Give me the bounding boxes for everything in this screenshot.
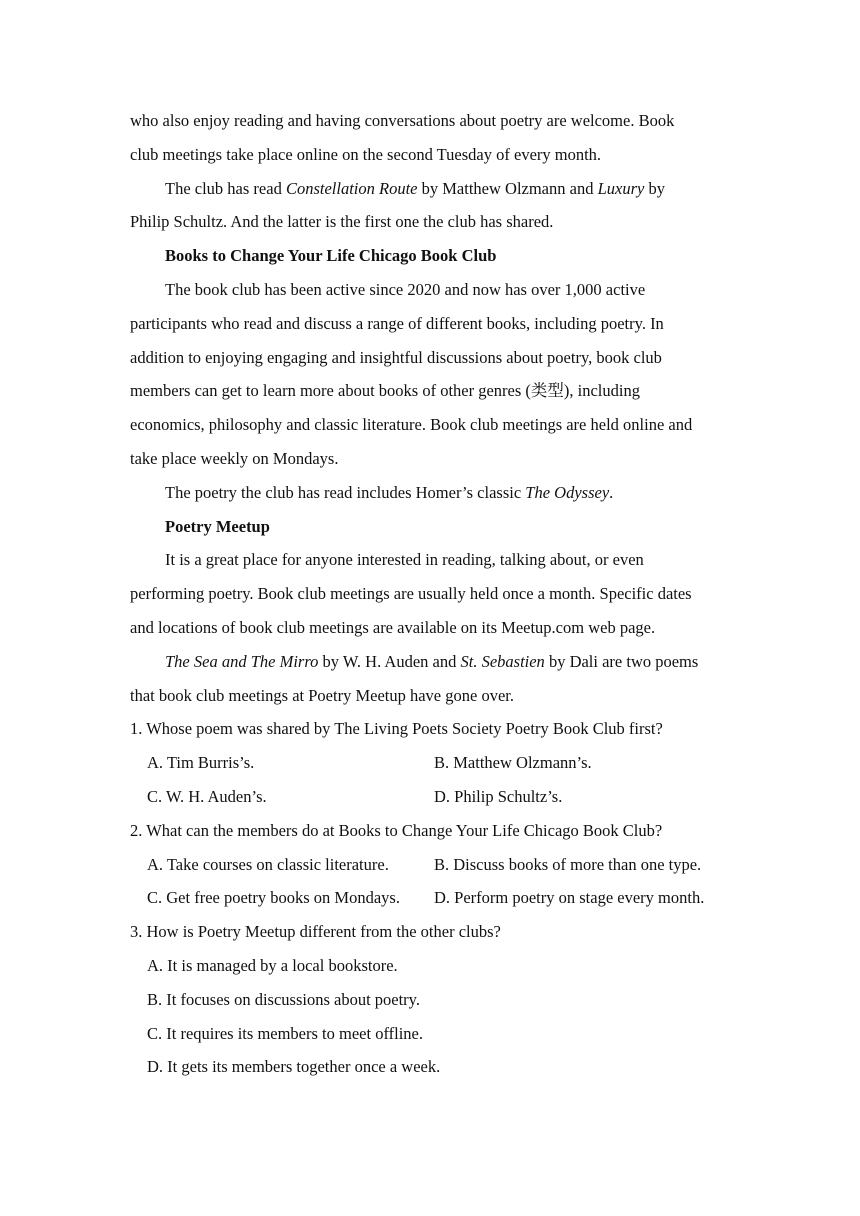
question-3-option-b[interactable]: B. It focuses on discussions about poetry. <box>147 989 420 1009</box>
poetry-meetup-line-1: It is a great place for anyone interested in reading, talking about, or even <box>165 550 644 570</box>
question-2-option-c[interactable]: C. Get free poetry books on Mondays. <box>147 888 400 908</box>
question-1-stem: 1. Whose poem was shared by The Living Poets Society Poetry Book Club first? <box>130 719 663 739</box>
question-1-options-row-2 <box>130 780 740 814</box>
book-title-luxury: Luxury <box>597 178 645 198</box>
question-2-option-a[interactable]: A. Take courses on classic literature. <box>147 854 389 874</box>
poetry-meetup-poems-line-1: The Sea and The Mirro by W. H. Auden and St. Sebastien by Dali are two poems <box>165 651 699 671</box>
question-1-options-row-1 <box>130 746 740 780</box>
poetry-meetup-line-2: performing poetry. Book club meetings are usually held once a month. Specific dates <box>130 584 692 604</box>
question-1-option-a[interactable]: A. Tim Burris’s. <box>147 753 255 773</box>
book-title-odyssey: The Odyssey <box>525 482 610 502</box>
poetry-meetup-line-3: and locations of book club meetings are available on its Meetup.com web page. <box>130 617 656 637</box>
question-2-options-row-2 <box>130 881 740 915</box>
book-title-constellation-route: Constellation Route <box>285 178 418 198</box>
intro-line-2: club meetings take place online on the second Tuesday of every month. <box>130 144 602 164</box>
chicago-club-line-2: participants who read and discuss a range of different books, including poetry. In <box>130 313 664 333</box>
intro-line-1: who also enjoy reading and having conversations about poetry are welcome. Book <box>130 111 675 130</box>
question-2-stem: 2. What can the members do at Books to Change Your Life Chicago Book Club? <box>130 820 663 840</box>
question-2-option-d[interactable]: D. Perform poetry on stage every month. <box>434 888 705 908</box>
question-2-option-b[interactable]: B. Discuss books of more than one type. <box>434 854 702 874</box>
question-1-option-d[interactable]: D. Philip Schultz’s. <box>434 786 563 806</box>
chicago-club-line-3: addition to enjoying engaging and insightful discussions about poetry, book club <box>130 347 662 367</box>
chicago-club-read-line: The poetry the club has read includes Homer’s classic The Odyssey. <box>165 482 614 502</box>
poem-title-sea-and-mirro: The Sea and The Mirro <box>165 651 319 671</box>
question-2-options-row-1 <box>130 848 740 882</box>
question-3-option-c[interactable]: C. It requires its members to meet offline. <box>147 1023 424 1043</box>
document-page <box>130 104 740 1084</box>
poem-title-st-sebastien: St. Sebastien <box>460 651 545 671</box>
chicago-club-line-1: The book club has been active since 2020 and now has over 1,000 active <box>165 279 646 299</box>
chicago-club-line-6: take place weekly on Mondays. <box>130 448 339 468</box>
question-1-option-b[interactable]: B. Matthew Olzmann’s. <box>434 753 592 773</box>
living-poets-read-line-2: Philip Schultz. And the latter is the first one the club has shared. <box>130 212 554 232</box>
poetry-meetup-heading: Poetry Meetup <box>165 516 270 536</box>
question-1-option-c[interactable]: C. W. H. Auden’s. <box>147 786 267 806</box>
question-3-stem: 3. How is Poetry Meetup different from the other clubs? <box>130 922 501 942</box>
chicago-club-line-4: members can get to learn more about books of other genres (类型), including <box>130 381 640 401</box>
chicago-club-line-5: economics, philosophy and classic literature. Book club meetings are held online and <box>130 415 693 435</box>
poetry-meetup-poems-line-2: that book club meetings at Poetry Meetup have gone over. <box>130 685 514 705</box>
chicago-club-heading: Books to Change Your Life Chicago Book Club <box>165 246 497 266</box>
question-3-option-a[interactable]: A. It is managed by a local bookstore. <box>147 955 398 975</box>
question-3-option-d[interactable]: D. It gets its members together once a week. <box>147 1057 441 1077</box>
living-poets-read-line-1: The club has read Constellation Route by Matthew Olzmann and Luxury by <box>165 178 665 198</box>
